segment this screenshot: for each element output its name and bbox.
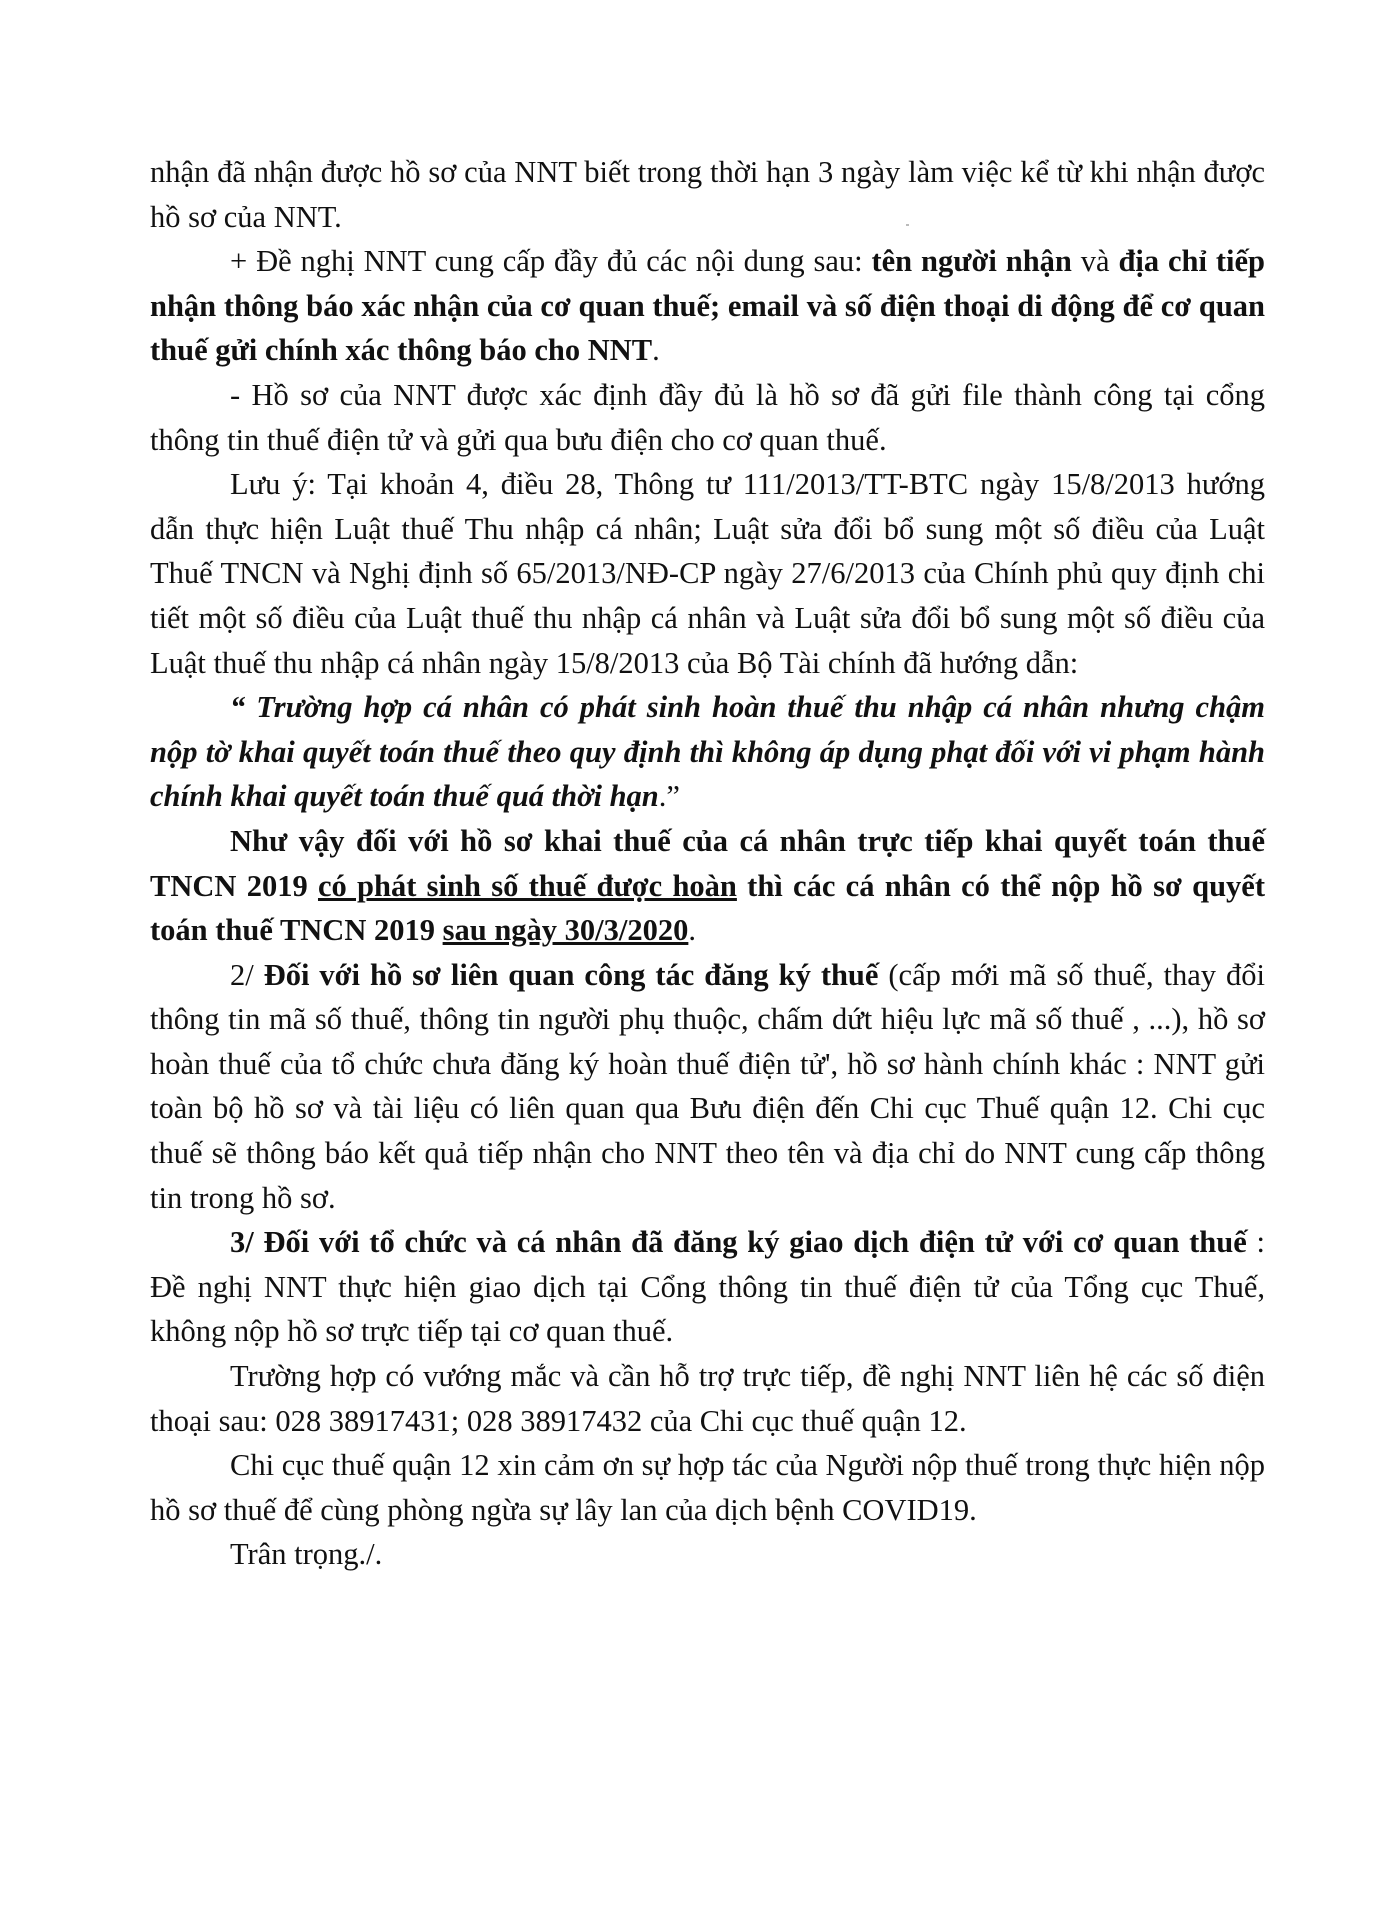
paragraph-quote: “ Trường hợp cá nhân có phát sinh hoàn thuế thu nhập cá nhân nhưng chậm nộp tờ khai quyết toán thuế theo quy định thì không áp dụng phạt đối với vi phạm hành chính khai quyết toán thuế quá thời hạn.” — [150, 690, 1266, 814]
paragraph-section-3: 3/ Đối với tổ chức và cá nhân đã đăng ký giao dịch điện tử với cơ quan thuế : Đề nghị NNT thực hiện giao dịch tại Cổng thông tin thuế điện tử của Tổng cục Thuế, không nộp hồ sơ trực tiếp tại cơ quan thuế. — [150, 1225, 1265, 1349]
contact-details-emphasis: địa chỉ tiếp nhận thông báo xác nhận của cơ quan thuế; email và số điện thoại di động để cơ quan thuế gửi chính xác thông báo cho NNT — [150, 244, 1265, 368]
recipient-name-emphasis: tên người nhận — [871, 244, 1072, 279]
paragraph-request-info: + Đề nghị NNT cung cấp đầy đủ các nội dung sau: tên người nhận và địa chỉ tiếp nhận thông báo xác nhận của cơ quan thuế; email và số điện thoại di động để cơ quan thuế gửi chính xác thông báo cho NNT. — [150, 244, 1265, 368]
paragraph-receipt-notice: nhận đã nhận được hồ sơ của NNT biết trong thời hạn 3 ngày làm việc kể từ khi nhận được hồ sơ của NNT. — [150, 155, 1265, 234]
paragraph-contact: Trường hợp có vướng mắc và cần hỗ trợ trực tiếp, đề nghị NNT liên hệ các số điện thoại sau: 028 38917431; 028 38917432 của Chi cục thuế quận 12. — [150, 1359, 1265, 1438]
paragraph-complete-dossier: - Hồ sơ của NNT được xác định đầy đủ là hồ sơ đã gửi file thành công tại cổng thông tin thuế điện tử và gửi qua bưu điện cho cơ quan thuế. — [150, 377, 1265, 457]
paragraph-section-2: 2/ Đối với hồ sơ liên quan công tác đăng ký thuế (cấp mới mã số thuế, thay đổi thông tin mã số thuế, thông tin người phụ thuộc, chấm dứt hiệu lực mã số thuế , ...), hồ sơ hoàn thuế của tổ chức chưa đăng ký hoàn thuế điện tử', hồ sơ hành chính khác : NNT gửi toàn bộ hồ sơ và tài liệu có liên quan qua Bưu điện đến Chi cục Thuế quận 12. Chi cục thuế sẽ thông báo kết quả tiếp nhận cho NNT theo tên và địa chỉ do NNT cung cấp thông tin trong hồ sơ. — [150, 957, 1265, 1215]
deadline-emphasis: sau ngày 30/3/2020 — [442, 913, 689, 948]
document-body — [150, 150, 1265, 1577]
paragraph-conclusion: Như vậy đối với hồ sơ khai thuế của cá nhân trực tiếp khai quyết toán thuế TNCN 2019 có phát sinh số thuế được hoàn thì các cá nhân có thể nộp hồ sơ quyết toán thuế TNCN 2019 sau ngày 30/3/2020. — [150, 823, 1265, 948]
paragraph-closing: Trân trọng./. — [230, 1537, 383, 1572]
section-2-heading: Đối với hồ sơ liên quan công tác đăng ký thuế — [263, 957, 879, 992]
paragraph-legal-note: Lưu ý: Tại khoản 4, điều 28, Thông tư 111/2013/TT-BTC ngày 15/8/2013 hướng dẫn thực hiện Luật thuế Thu nhập cá nhân; Luật sửa đổi bổ sung một số điều của Luật Thuế TNCN và Nghị định số 65/2013/NĐ-CP ngày 27/6/2013 của Chính phủ quy định chi tiết một số điều của Luật thuế thu nhập cá nhân và Luật sửa đổi bổ sung một số điều của Luật thuế thu nhập cá nhân ngày 15/8/2013 của Bộ Tài chính đã hướng dẫn: — [150, 467, 1265, 680]
section-3-heading: 3/ Đối với tổ chức và cá nhân đã đăng ký giao dịch điện tử với cơ quan thuế — [230, 1225, 1247, 1260]
quoted-regulation: Trường hợp cá nhân có phát sinh hoàn thuế thu nhập cá nhân nhưng chậm nộp tờ khai quyết toán thuế theo quy định thì không áp dụng phạt đối với vi phạm hành chính khai quyết toán thuế quá thời hạn — [150, 690, 1266, 814]
refund-emphasis: có phát sinh số thuế được hoàn — [317, 868, 737, 903]
paragraph-thanks: Chi cục thuế quận 12 xin cảm ơn sự hợp tác của Người nộp thuế trong thực hiện nộp hồ sơ thuế để cùng phòng ngừa sự lây lan của dịch bệnh COVID19. — [150, 1448, 1265, 1527]
